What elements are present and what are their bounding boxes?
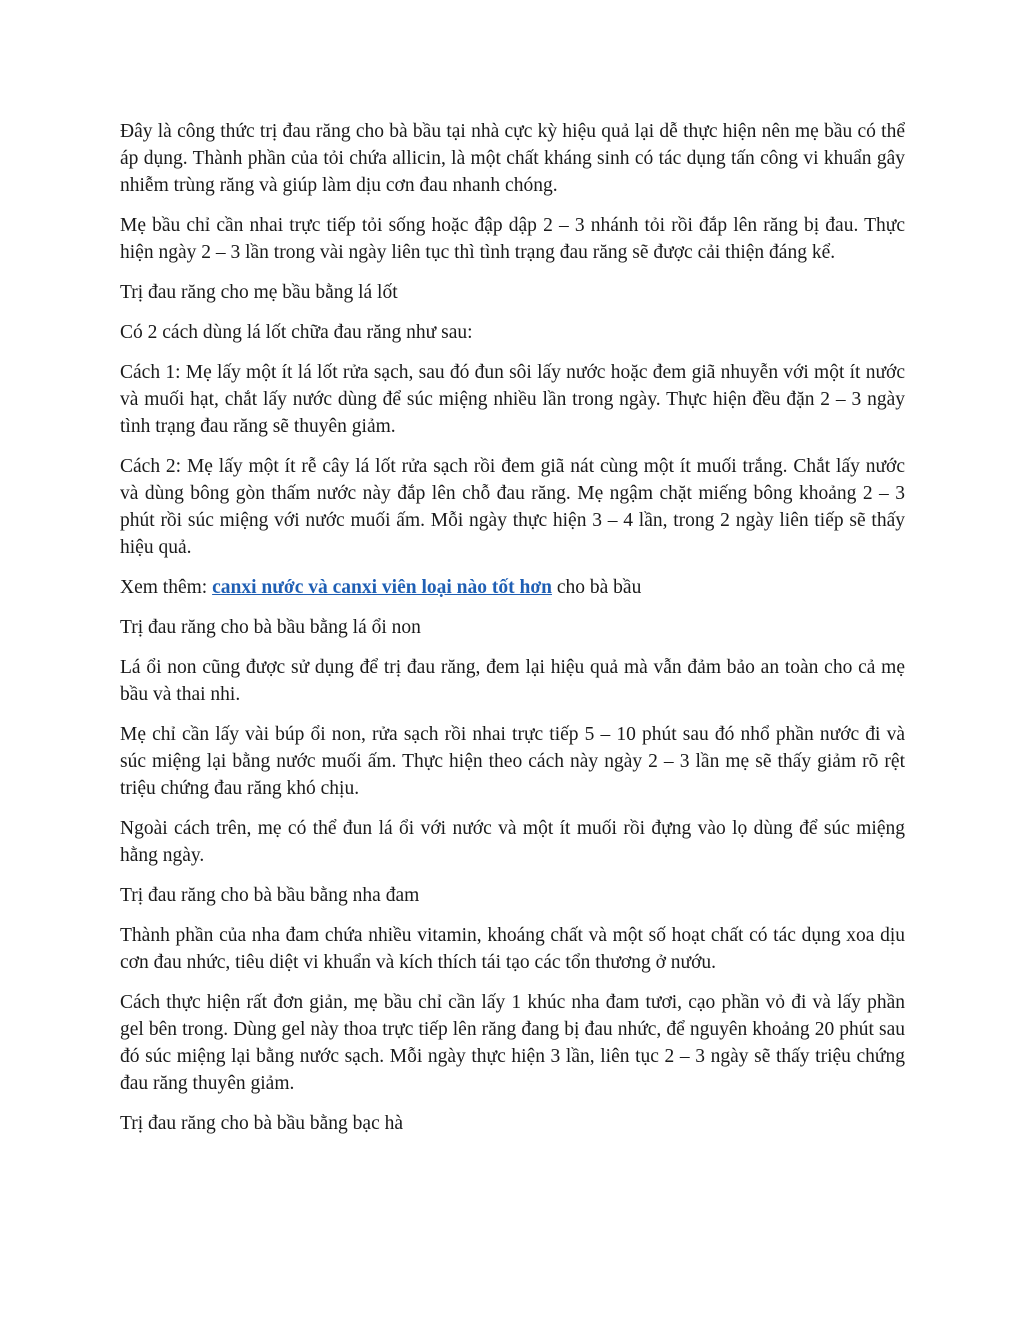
heading-nha-dam: Trị đau răng cho bà bầu bằng nha đam [120,885,420,906]
paragraph-la-lot-intro: Có 2 cách dùng lá lốt chữa đau răng như sau: [120,322,473,343]
paragraph-la-oi-usage: Mẹ chỉ cần lấy vài búp ổi non, rửa sạch rồi nhai trực tiếp 5 – 10 phút sau đó nhổ phần nước đi và súc miệng lại bằng nước muối ấm. Thực hiện theo cách này ngày 2 – 3 lần mẹ sẽ thấy giảm rõ rệt triệu chứng đau răng khó chịu. [120,724,905,799]
paragraph-garlic-usage: Mẹ bầu chỉ cần nhai trực tiếp tỏi sống hoặc đập dập 2 – 3 nhánh tỏi rồi đắp lên răng bị đau. Thực hiện ngày 2 – 3 lần trong vài ngày liên tục thì tình trạng đau răng sẽ được cải thiện đáng kể. [120,215,905,263]
see-more-prefix: Xem thêm: [120,577,213,598]
heading-bac-ha: Trị đau răng cho bà bầu bằng bạc hà [120,1113,404,1134]
paragraph-la-lot-method-1: Cách 1: Mẹ lấy một ít lá lốt rửa sạch, sau đó đun sôi lấy nước hoặc đem giã nhuyễn với một ít nước và muối hạt, chắt lấy nước dùng để súc miệng nhiều lần trong ngày. Thực hiện đều đặn 2 – 3 ngày tình trạng đau răng sẽ thuyên giảm. [120,362,905,437]
heading-la-lot: Trị đau răng cho mẹ bầu bằng lá lốt [120,282,398,303]
paragraph-nha-dam-usage: Cách thực hiện rất đơn giản, mẹ bầu chỉ cần lấy 1 khúc nha đam tươi, cạo phần vỏ đi và lấy phần gel bên trong. Dùng gel này thoa trực tiếp lên răng đang bị đau nhức, để nguyên khoảng 20 phút sau đó súc miệng lại bằng nước sạch. Mỗi ngày thực hiện 3 lần, liên tục 2 – 3 ngày sẽ thấy triệu chứng đau răng thuyên giảm. [120,992,905,1094]
heading-la-oi-non: Trị đau răng cho bà bầu bằng lá ổi non [120,617,421,638]
see-more-link[interactable]: canxi nước và canxi viên loại nào tốt hơn [212,577,552,598]
see-more-line [120,574,905,601]
paragraph-garlic-intro: Đây là công thức trị đau răng cho bà bầu tại nhà cực kỳ hiệu quả lại dễ thực hiện nên mẹ bầu có thể áp dụng. Thành phần của tỏi chứa allicin, là một chất kháng sinh có tác dụng tấn công vi khuẩn gây nhiễm trùng răng và giúp làm dịu cơn đau nhanh chóng. [120,121,905,196]
paragraph-nha-dam-intro: Thành phần của nha đam chứa nhiều vitamin, khoáng chất và một số hoạt chất có tác dụng xoa dịu cơn đau nhức, tiêu diệt vi khuẩn và kích thích tái tạo các tổn thương ở nướu. [120,925,905,973]
paragraph-la-lot-method-2: Cách 2: Mẹ lấy một ít rễ cây lá lốt rửa sạch rồi đem giã nát cùng một ít muối trắng. Chắt lấy nước và dùng bông gòn thấm nước này đắp lên chỗ đau răng. Mẹ ngậm chặt miếng bông khoảng 2 – 3 phút rồi súc miệng với nước muối ấm. Mỗi ngày thực hiện 3 – 4 lần, trong 2 ngày liên tiếp sẽ thấy hiệu quả. [120,456,905,558]
document-page [120,118,905,1150]
see-more-suffix: cho bà bầu [552,577,642,598]
paragraph-la-oi-alternative: Ngoài cách trên, mẹ có thể đun lá ổi với nước và một ít muối rồi đựng vào lọ dùng để súc miệng hằng ngày. [120,818,905,866]
paragraph-la-oi-intro: Lá ổi non cũng được sử dụng để trị đau răng, đem lại hiệu quả mà vẫn đảm bảo an toàn cho cả mẹ bầu và thai nhi. [120,657,905,705]
